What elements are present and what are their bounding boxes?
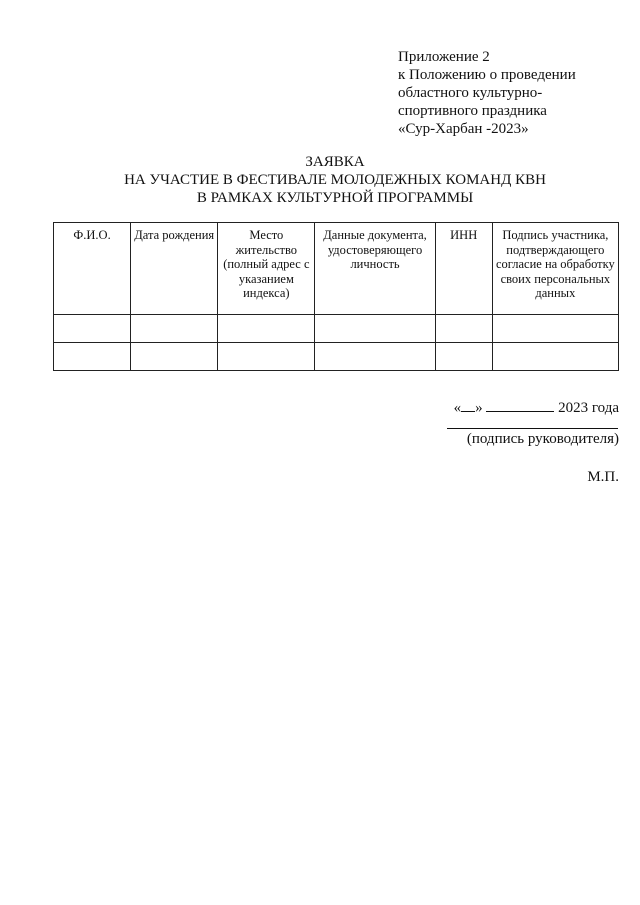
appendix-line: Приложение 2 [398,49,490,65]
title-line-1: ЗАЯВКА [305,154,365,170]
table-cell[interactable] [315,343,435,371]
stamp-placeholder: М.П. [587,469,619,485]
table-cell[interactable] [218,343,315,371]
date-close-quote: » [475,400,483,416]
application-table [53,222,619,371]
table-cell[interactable] [435,343,492,371]
date-line [454,397,619,417]
table-cell[interactable] [315,315,435,343]
title-line-2: НА УЧАСТИЕ В ФЕСТИВАЛЕ МОЛОДЕЖНЫХ КОМАНД КВН [124,172,546,188]
header-consent-signature: Подпись участника, подтверждающего согласие на обработку своих персональных данных [492,223,618,315]
date-open-quote: « [453,400,462,416]
appendix-reference [398,48,576,138]
table-cell[interactable] [131,343,218,371]
table-cell[interactable] [131,315,218,343]
header-id-document: Данные документа, удостоверяющего личность [315,223,435,315]
table-cell[interactable] [492,343,618,371]
title-line-3: В РАМКАХ КУЛЬТУРНОЙ ПРОГРАММЫ [196,190,474,206]
table-row [54,315,619,343]
appendix-line: областного культурно- [398,85,543,101]
year-text: 2023 года [558,400,619,416]
header-birth-date: Дата рождения [131,223,218,315]
table-cell[interactable] [435,315,492,343]
month-blank[interactable] [486,397,554,412]
header-residence: Место жительство (полный адрес с указанием индекса) [218,223,315,315]
day-blank[interactable] [461,397,475,412]
table-row [54,343,619,371]
signature-caption: (подпись руководителя) [466,431,619,447]
header-inn: ИНН [435,223,492,315]
appendix-line: к Положению о проведении [398,67,576,83]
table-cell[interactable] [492,315,618,343]
document-title [0,153,640,207]
header-full-name: Ф.И.О. [54,223,131,315]
appendix-line: спортивного праздника [398,103,547,119]
table-header-row [54,223,619,315]
table-cell[interactable] [54,315,131,343]
table-cell[interactable] [54,343,131,371]
signature-line[interactable] [447,428,618,429]
appendix-line: «Сур-Харбан -2023» [398,121,529,137]
table-cell[interactable] [218,315,315,343]
